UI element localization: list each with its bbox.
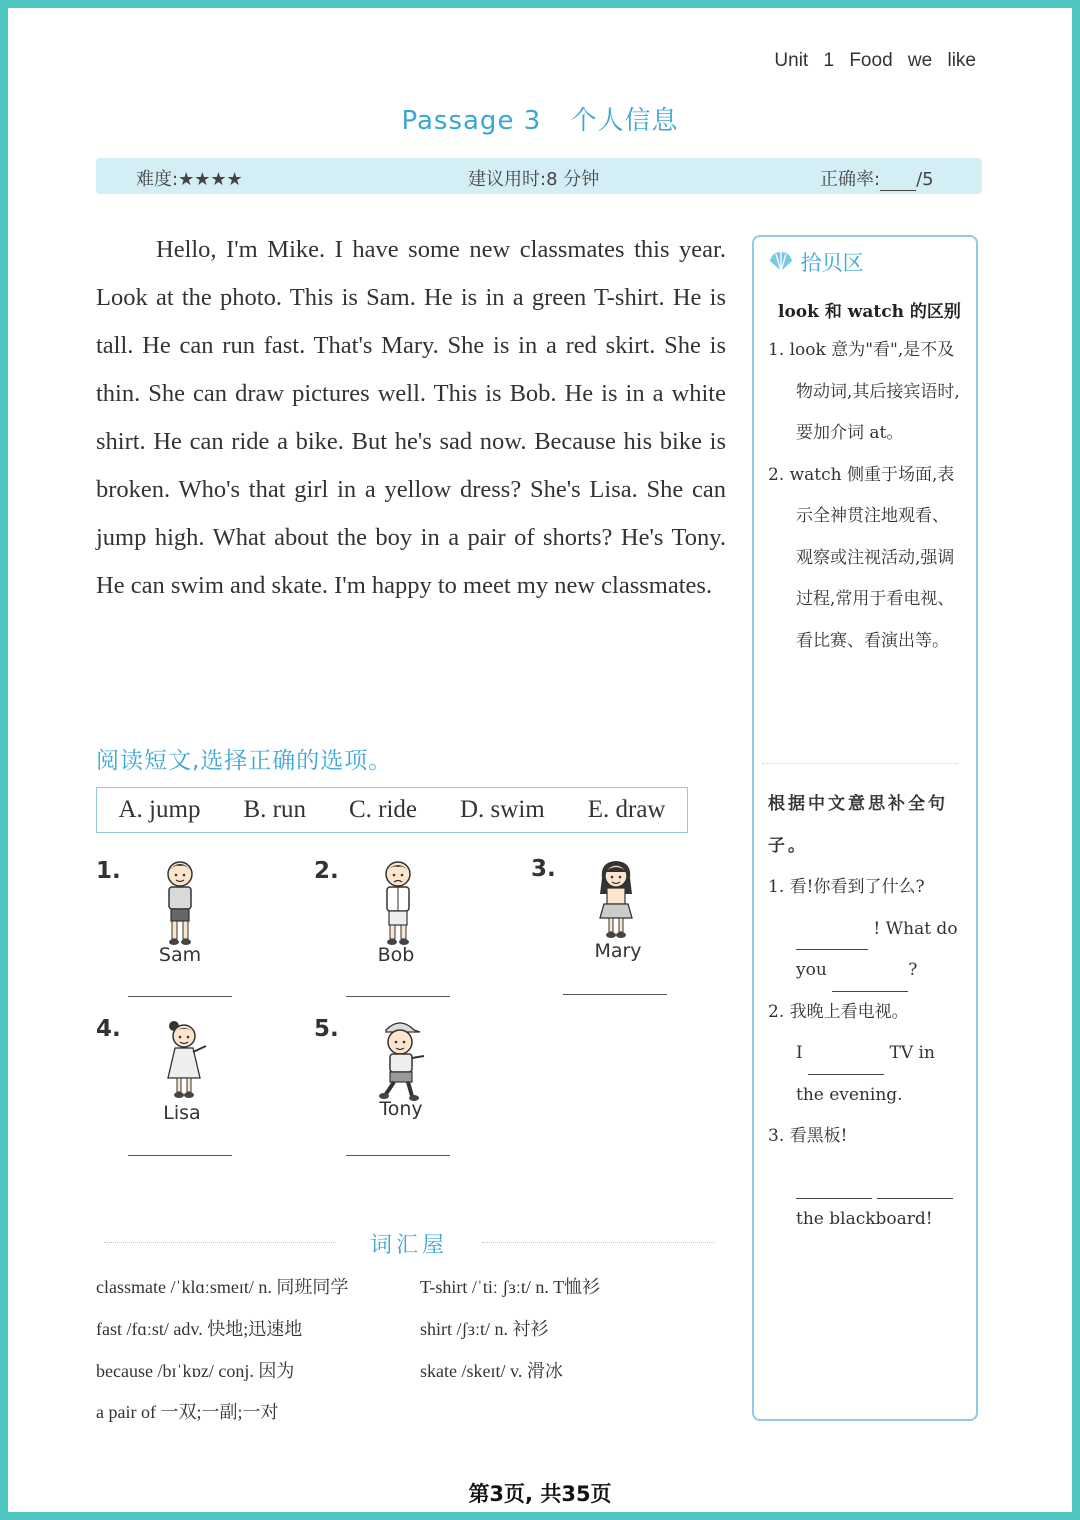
boy-shorts-cap-illustration (368, 1016, 432, 1102)
item-number: 5. (314, 1016, 339, 1042)
exercise-title: 根据中文意思补全句子。 (768, 794, 948, 856)
accuracy-label: 正确率: (820, 169, 881, 190)
option-b: B. run (243, 796, 306, 823)
unit-title: Food we like (849, 50, 976, 71)
exercise-2-text-b: TV in (889, 1043, 935, 1063)
exercise-2-text-a: I (796, 1043, 803, 1063)
option-a: A. jump (118, 796, 201, 823)
girl-skirt-illustration (592, 856, 640, 942)
vocab-entry: because /bɪˈkɒz/ conj. 因为 (96, 1361, 295, 1381)
accuracy-blank[interactable] (880, 174, 916, 191)
note-look: 1. look 意为"看",是不及物动词,其后接宾语时,要加介词 at。 (768, 340, 960, 443)
page-footer: 第3页, 共35页 (468, 1482, 612, 1506)
accuracy-total: /5 (916, 169, 934, 190)
difficulty: 难度:★★★★ (136, 169, 243, 190)
item-number: 4. (96, 1016, 121, 1042)
option-e: E. draw (587, 796, 666, 823)
boy-green-tshirt-illustration (156, 856, 204, 948)
note-watch: 2. watch 侧重于场面,表示全神贯注地观看、观察或注视活动,强调过程,常用于看电视、看比赛、看演出等。 (768, 464, 955, 651)
exercise-1-text-b: you (796, 960, 827, 980)
exercise-2-text-c: the evening. (796, 1084, 903, 1105)
answer-blank[interactable] (796, 1176, 872, 1199)
answer-blank[interactable] (808, 1052, 884, 1075)
shell-icon (768, 251, 794, 273)
sidebar-exercise (768, 784, 964, 1241)
page (8, 8, 1072, 1512)
accuracy (820, 165, 934, 191)
sidebar-heading (768, 247, 864, 277)
exercise-3-line1 (768, 1158, 964, 1200)
sidebar-subheading: look 和 watch 的区别 (778, 302, 961, 322)
kid-name: Tony (379, 1098, 423, 1120)
vocab-entry: shirt /ʃɜːt/ n. 衬衫 (420, 1319, 549, 1339)
answer-blank[interactable] (128, 1155, 232, 1156)
answer-blank[interactable] (128, 996, 232, 997)
answer-blank[interactable] (877, 1176, 953, 1199)
exercise-3-cn: 3. 看黑板! (768, 1126, 848, 1146)
girl-dress-illustration (160, 1016, 216, 1102)
exercise-1-text-a: ! What do (873, 918, 958, 939)
suggested-time: 建议用时:8 分钟 (468, 169, 600, 190)
exercise-1-line1 (768, 909, 964, 951)
passage-number: Passage 3 (401, 106, 542, 136)
vocabulary-title: 词汇屋 (104, 1228, 714, 1259)
options-box (96, 787, 688, 833)
question-instruction: 阅读短文,选择正确的选项。 (96, 748, 393, 774)
vocab-entry: fast /fɑːst/ adv. 快地;迅速地 (96, 1319, 303, 1339)
unit-header (774, 50, 976, 72)
answer-blank[interactable] (796, 927, 868, 950)
exercise-2-line1 (768, 1033, 964, 1075)
sidebar-heading-text: 拾贝区 (800, 251, 864, 275)
item-number: 1. (96, 858, 121, 884)
option-d: D. swim (460, 796, 545, 823)
answer-blank[interactable] (563, 994, 667, 995)
kid-name: Sam (158, 944, 202, 966)
vocab-entry: T-shirt /ˈtiː ʃɜːt/ n. T恤衫 (420, 1277, 601, 1297)
passage-topic: 个人信息 (570, 106, 679, 136)
exercise-1-cn: 1. 看!你看到了什么? (768, 877, 925, 897)
vocab-entry: classmate /ˈklɑːsmeɪt/ n. 同班同学 (96, 1277, 349, 1297)
exercise-2-cn: 2. 我晚上看电视。 (768, 1001, 909, 1022)
exercise-1-text-c: ? (908, 960, 918, 980)
sidebar-notes (768, 330, 964, 662)
answer-blank[interactable] (832, 969, 908, 992)
passage-text: Hello, I'm Mike. I have some new classmates this year. Look at the photo. This is Sam. He is in a green T-shirt. He is tall. He can run fast. That's Mary. She is in a red skirt. She is thin. She can draw pictures well. This is Bob. He is in a white shirt. He can ride a bike. But he's sad now. Because his bike is broken. Who's that girl in a yellow dress? She's Lisa. She can jump high. What about the boy in a pair of shorts? He's Tony. He can swim and skate. I'm happy to meet my new classmates. (96, 236, 726, 599)
exercise-3-text-a: the blackboard! (796, 1209, 933, 1229)
item-number: 2. (314, 858, 339, 884)
unit-number: Unit 1 (774, 50, 835, 71)
kid-name: Mary (594, 940, 642, 962)
passage-title (8, 100, 1072, 137)
kid-name: Lisa (163, 1102, 201, 1124)
option-c: C. ride (348, 796, 417, 823)
answer-blank[interactable] (346, 996, 450, 997)
info-bar (96, 158, 982, 194)
vocab-entry: skate /skeɪt/ v. 滑冰 (420, 1361, 563, 1381)
exercise-1-line2 (768, 950, 964, 992)
kid-name: Bob (377, 944, 415, 966)
answer-blank[interactable] (346, 1155, 450, 1156)
boy-white-shirt-illustration (374, 856, 422, 948)
sidebar-divider (762, 763, 958, 764)
vocab-entry: a pair of 一双;一副;一对 (96, 1402, 279, 1422)
item-number: 3. (531, 856, 556, 882)
tips-sidebar (752, 235, 978, 1421)
